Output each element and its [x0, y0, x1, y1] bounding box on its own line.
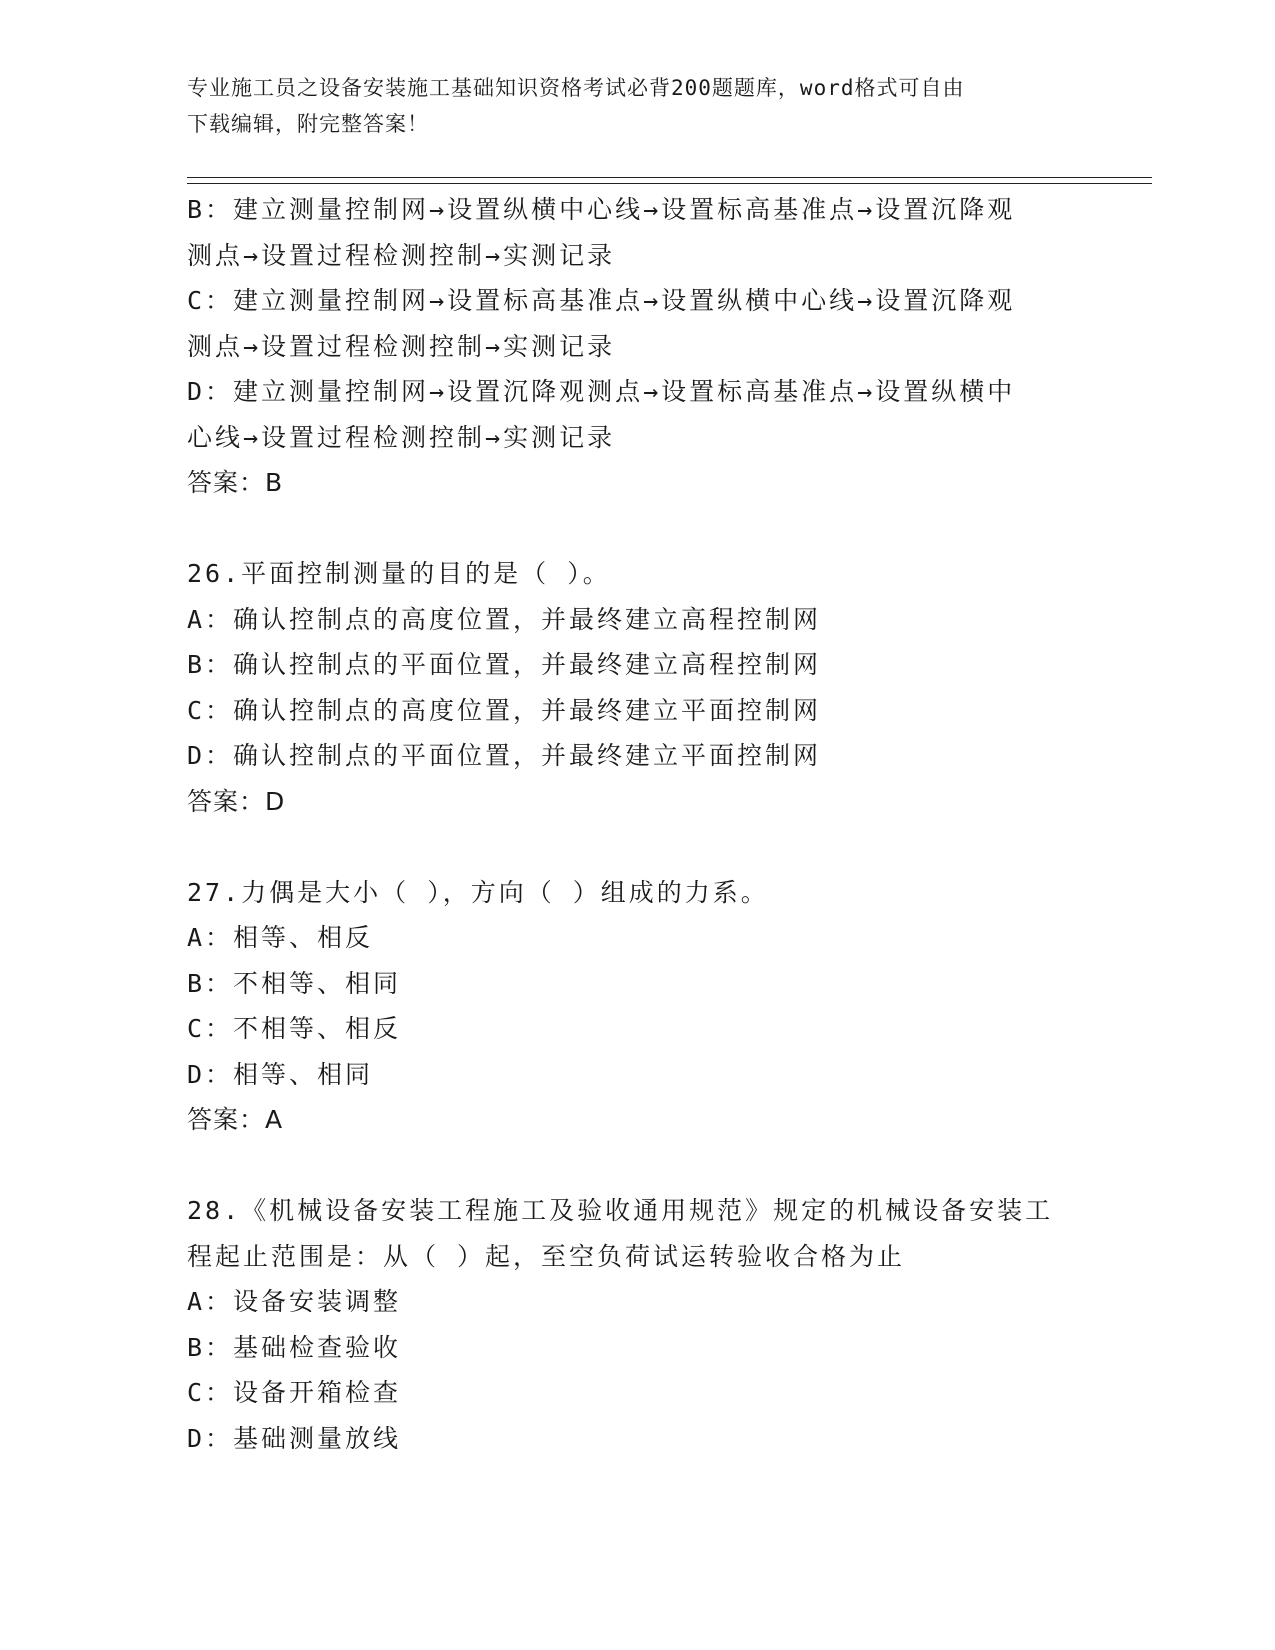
q26-question: 26.平面控制测量的目的是（ ）。 — [187, 559, 611, 588]
header-line-1: 专业施工员之设备安装施工基础知识资格考试必背200题题库，word格式可自由 — [187, 76, 965, 100]
header-line-2: 下载编辑，附完整答案！ — [187, 112, 429, 136]
question-26 — [187, 551, 1087, 824]
q26-option-a: A：确认控制点的高度位置，并最终建立高程控制网 — [187, 604, 822, 634]
question-27 — [187, 870, 1087, 1143]
q25-answer: 答案：B — [187, 468, 284, 497]
question-list — [187, 187, 1087, 1461]
q27-option-b: B：不相等、相同 — [187, 968, 402, 998]
spacer — [187, 1143, 1087, 1189]
q25-option-c-line-1: C：建立测量控制网→设置标高基准点→设置纵横中心线→设置沉降观 — [187, 286, 1016, 315]
spacer — [187, 506, 1087, 552]
q25-option-d-line-2: 心线→设置过程检测控制→实测记录 — [187, 422, 616, 452]
q26-option-d: D：确认控制点的平面位置，并最终建立平面控制网 — [187, 741, 822, 770]
q28-question-line-1: 28.《机械设备安装工程施工及验收通用规范》规定的机械设备安装工 — [187, 1196, 1054, 1225]
header-divider-bottom — [187, 183, 1152, 184]
spacer — [187, 824, 1087, 870]
q28-option-a: A：设备安装调整 — [187, 1287, 402, 1316]
q28-option-c: C：设备开箱检查 — [187, 1378, 402, 1407]
q28-option-b: B：基础检查验收 — [187, 1332, 402, 1362]
q27-option-d: D：相等、相同 — [187, 1059, 374, 1089]
header-divider-top — [187, 177, 1152, 178]
q25-option-d-line-1: D：建立测量控制网→设置沉降观测点→设置标高基准点→设置纵横中 — [187, 377, 1016, 406]
q25-option-b-line-1: B：建立测量控制网→设置纵横中心线→设置标高基准点→设置沉降观 — [187, 195, 1016, 224]
q26-answer: 答案：D — [187, 786, 286, 816]
q26-option-b: B：确认控制点的平面位置，并最终建立高程控制网 — [187, 650, 822, 679]
document-header — [187, 70, 1067, 142]
q25-option-b-line-2: 测点→设置过程检测控制→实测记录 — [187, 240, 616, 270]
q28-option-d: D：基础测量放线 — [187, 1423, 402, 1453]
q26-option-c: C：确认控制点的高度位置，并最终建立平面控制网 — [187, 695, 822, 725]
q27-answer: 答案：A — [187, 1105, 284, 1134]
question-28 — [187, 1188, 1087, 1461]
q28-question-line-2: 程起止范围是：从（ ）起，至空负荷试运转验收合格为止 — [187, 1241, 906, 1271]
q27-question: 27.力偶是大小（ ），方向（ ）组成的力系。 — [187, 877, 769, 907]
q25-option-c-line-2: 测点→设置过程检测控制→实测记录 — [187, 331, 616, 361]
q27-option-a: A：相等、相反 — [187, 923, 374, 952]
question-25 — [187, 187, 1087, 506]
q27-option-c: C：不相等、相反 — [187, 1014, 402, 1043]
